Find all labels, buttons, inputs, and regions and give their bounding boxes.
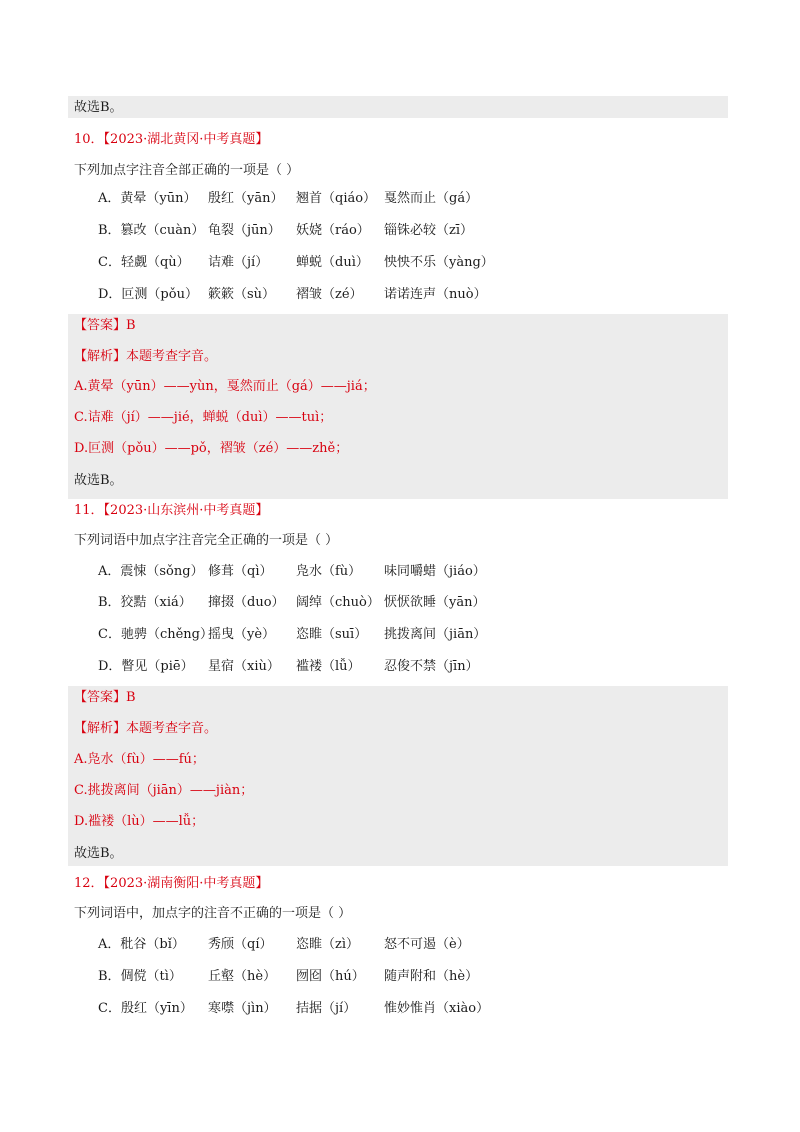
option-item: 怒不可遏（è）: [384, 937, 470, 952]
question-number: 10．: [74, 132, 104, 147]
option-item: 殷红（yān）: [208, 191, 284, 206]
analysis-line: C.挑拨离间（jiān）——jiàn；: [74, 783, 254, 798]
question-header: [74, 131, 724, 149]
question-number: 12．: [74, 876, 104, 891]
option-item: C．殷红（yīn）: [98, 1001, 193, 1016]
answer-line: 【答案】B: [74, 690, 136, 705]
option-item: 诺诺连声（nuò）: [384, 287, 487, 302]
option-item: 恹恹欲睡（yān）: [384, 595, 486, 610]
analysis-line: A.黄晕（yūn）——yùn，戛然而止（gá）——jiá；: [74, 379, 376, 394]
option-item: 锱铢必较（zī）: [384, 223, 474, 238]
analysis-line: C.诘难（jí）——jié，蝉蜕（duì）——tuì；: [74, 410, 333, 425]
option-item: 戛然而止（gá）: [384, 191, 479, 206]
analysis-line: A.凫水（fù）——fú；: [74, 752, 205, 767]
option-item: 秀颀（qí）: [208, 937, 273, 952]
analysis-line: D.叵测（pǒu）——pǒ，褶皱（zé）——zhě；: [74, 441, 349, 456]
option-item: B．篡改（cuàn）: [98, 223, 205, 238]
option-item: B．倜傥（tì）: [98, 969, 182, 984]
option-item: 龟裂（jūn）: [208, 223, 281, 238]
analysis-line: D.褴褛（lù）——lǚ；: [74, 814, 205, 829]
option-item: 褴褛（lǚ）: [296, 659, 361, 674]
option-item: 惟妙惟肖（xiào）: [384, 1001, 490, 1016]
conclusion-line: 故选B。: [74, 473, 123, 488]
question-header: [74, 875, 724, 893]
option-item: 忍俊不禁（jīn）: [384, 659, 479, 674]
option-item: 妖娆（ráo）: [296, 223, 370, 238]
option-item: 阔绰（chuò）: [296, 595, 380, 610]
option-item: 恣睢（suī）: [296, 627, 368, 642]
question-source-tag: 【2023·湖北黄冈·中考真题】: [103, 132, 269, 147]
option-item: 拮据（jí）: [296, 1001, 357, 1016]
option-item: 修葺（qì）: [208, 564, 273, 579]
question-stem: 下列词语中加点字注音完全正确的一项是（ ）: [74, 533, 339, 548]
answer-band: [68, 686, 728, 866]
option-item: 味同嚼蜡（jiáo）: [384, 564, 486, 579]
conclusion-line: 故选B。: [74, 846, 123, 861]
option-item: 寒噤（jìn）: [208, 1001, 277, 1016]
option-item: 诘难（jí）: [208, 255, 269, 270]
option-item: A．震悚（sǒng）: [98, 564, 204, 579]
option-item: 怏怏不乐（yàng）: [384, 255, 494, 270]
option-item: 蝉蜕（duì）: [296, 255, 369, 270]
option-item: 丘壑（hè）: [208, 969, 277, 984]
conclusion-line: 故选B。: [74, 100, 123, 115]
option-item: 随声附和（hè）: [384, 969, 479, 984]
option-item: C．驰骋（chěng）: [98, 627, 213, 642]
option-item: 翘首（qiáo）: [296, 191, 377, 206]
question-header: [74, 502, 724, 520]
option-item: 恣睢（zì）: [296, 937, 360, 952]
option-item: 褶皱（zé）: [296, 287, 363, 302]
option-item: B．狡黠（xiá）: [98, 595, 192, 610]
question-number: 11．: [74, 503, 104, 518]
option-item: 摇曳（yè）: [208, 627, 276, 642]
question-source-tag: 【2023·湖南衡阳·中考真题】: [103, 876, 269, 891]
option-item: A．黄晕（yūn）: [98, 191, 197, 206]
option-item: 簌簌（sù）: [208, 287, 276, 302]
question-stem: 下列加点字注音全部正确的一项是（ ）: [74, 163, 300, 178]
option-item: A．秕谷（bǐ）: [98, 937, 185, 952]
option-item: 凫水（fù）: [296, 564, 362, 579]
option-item: D．瞥见（piē）: [98, 659, 194, 674]
analysis-line: 【解析】本题考查字音。: [74, 721, 218, 736]
question-stem: 下列词语中，加点字的注音不正确的一项是（ ）: [74, 906, 352, 921]
answer-line: 【答案】B: [74, 318, 136, 333]
option-item: 撺掇（duo）: [208, 595, 285, 610]
option-item: 挑拨离间（jiān）: [384, 627, 487, 642]
question-source-tag: 【2023·山东滨州·中考真题】: [103, 503, 269, 518]
analysis-line: 【解析】本题考查字音。: [74, 349, 218, 364]
option-item: C．轻觑（qù）: [98, 255, 190, 270]
option-item: 星宿（xiù）: [208, 659, 280, 674]
option-item: D．叵测（pǒu）: [98, 287, 198, 302]
option-item: 囫囵（hú）: [296, 969, 365, 984]
